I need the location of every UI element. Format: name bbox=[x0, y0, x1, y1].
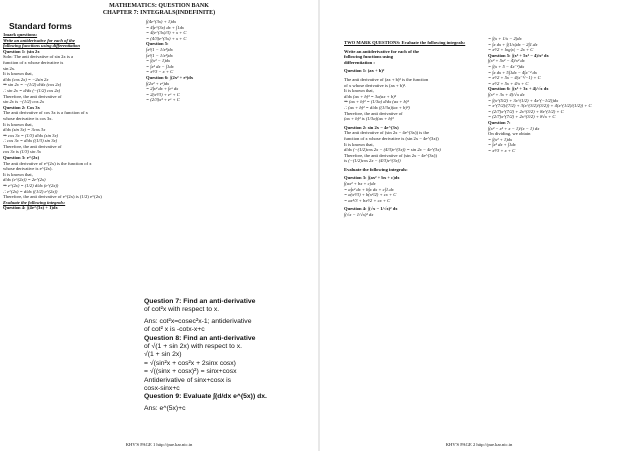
text-line: of x whose derivative is (ax + b)². bbox=[344, 82, 407, 88]
text-line: = 4∫e^(3x) dx + ∫1dx bbox=[146, 24, 184, 30]
text-line: ⇒ (ax + b)² = (1/3a) d/dx (ax + b)³ bbox=[344, 99, 409, 105]
text-line: Therefore, the anti derivative of (sin 2x − 4e^(3x)) bbox=[344, 152, 437, 158]
text-line: ⇒ cos 3x = (1/3) d/dx (sin 3x) bbox=[3, 132, 59, 138]
text-line: Question 7: bbox=[488, 119, 511, 125]
text-line: = 2∫x² dx + ∫eˣ dx bbox=[146, 86, 179, 92]
text-line: ∫(ax² + bx + c)dx bbox=[344, 181, 376, 187]
text-line: = ∫(x² − 1)dx bbox=[146, 58, 171, 64]
text-line: ∫(x³ + 3x + 4)/√x dx bbox=[488, 91, 525, 97]
text-line: = ∫(x + 1/x − 2)dx bbox=[488, 36, 522, 41]
text-line: ∴ (ax + b)² = d/dx ((1/3a)(ax + b)³) bbox=[344, 104, 410, 110]
text-line: = ∫x dx + 5∫1dx − 4∫x⁻² dx bbox=[488, 69, 537, 75]
text-line: Write an antiderivative for each of the bbox=[344, 48, 420, 54]
text-line: = √((sinx + cosx)²) = sinx+cosx bbox=[144, 368, 237, 376]
page1-column-2-large bbox=[144, 298, 316, 413]
text-line: Question 5: ∫(x³ + 5x² − 4)/x² dx bbox=[488, 52, 549, 58]
text-line: sin 2x is −(1/2) cos 2x bbox=[3, 99, 44, 105]
text-line: It is known that, bbox=[3, 71, 33, 77]
text-line: Evaluate the following integrals: bbox=[344, 166, 408, 172]
text-line: Question 6: ∫(2x² + eˣ)dx bbox=[146, 74, 194, 80]
text-line: = x³/3 + x + C bbox=[488, 147, 516, 153]
text-line: The anti derivative of e^(2x) is the function of x bbox=[3, 160, 92, 166]
page2-column-1 bbox=[344, 40, 486, 218]
text-line: The anti derivative of (sin 2x − 4e^(3x)) is the bbox=[344, 130, 429, 136]
text-line: Question 2: Cos 3x bbox=[3, 104, 40, 110]
text-line: = ∫(x + 5 − 4x⁻²)dx bbox=[488, 63, 525, 69]
page-footer: KHV'S PAGE 2 http://pue.kar.nic.in bbox=[445, 442, 513, 447]
text-line: = (2/3)x³ + eˣ + C bbox=[146, 97, 180, 103]
text-line: Question 8: Find an anti-derivative bbox=[144, 334, 256, 342]
text-line: Question 4: ∫(4e^(3x) + 1)dx bbox=[3, 205, 58, 211]
text-line: d/dx (sin 3x) = 3cos 3x bbox=[3, 127, 46, 133]
text-line: Question 3: ∫(ax² + bx + c)dx bbox=[344, 175, 400, 181]
text-line: 1mark questions: bbox=[3, 32, 38, 37]
text-line: Question 2: sin 2x − 4e^(3x) bbox=[344, 124, 399, 130]
text-line: d/dx (cos 2x) = −2sin 2x bbox=[3, 76, 49, 82]
text-line: ∫(x³ + 5x² − 4)/x² dx bbox=[488, 58, 525, 64]
text-line: = ax³/3 + bx²/2 + cx + C bbox=[344, 197, 391, 203]
text-line: Standard forms bbox=[9, 21, 72, 31]
text-line: of cot² x is -cotx-x+c bbox=[144, 326, 205, 334]
text-line: = ∫(x² + 1)dx bbox=[488, 136, 513, 142]
text-line: It is known that, bbox=[3, 121, 33, 127]
text-line: function of x whose derivative is bbox=[3, 59, 64, 65]
text-line: ∫x²(1 − 1/x²)dx bbox=[146, 46, 173, 52]
text-line: Therefore, the anti derivative of e^(2x) is (1/2) e^(2x) bbox=[3, 194, 102, 200]
page-header bbox=[0, 3, 318, 17]
text-line: Ans: e^(5x)+c bbox=[144, 404, 186, 412]
text-line: ∴ e^(2x) = d/dx ((1/2) e^(2x)) bbox=[3, 188, 58, 194]
text-line: Soln: The anti derivative of sin 2x is a bbox=[3, 54, 74, 60]
text-line: ∫(2x² + eˣ)dx bbox=[146, 80, 170, 86]
text-line: Question 1: (ax + b)² bbox=[344, 68, 385, 74]
text-line: Ans: cot²x=cosec²x-1; antiderivative bbox=[144, 317, 252, 325]
text-line: Question 6: ∫(x³ + 3x + 4)/√x dx bbox=[488, 86, 549, 92]
text-line: It is known that, bbox=[344, 88, 374, 94]
text-line: = a(x³/3) + b(x²/2) + cx + C bbox=[344, 192, 397, 198]
text-line: Evaluate the following integrals: bbox=[3, 199, 66, 205]
text-line: sin 2x. bbox=[3, 65, 16, 71]
text-line: following functions using bbox=[344, 54, 394, 60]
text-line: ⇒ e^(2x) = (1/2) d/dx (e^(2x)) bbox=[3, 183, 59, 189]
text-line: cos 3x is (1/3) sin 3x bbox=[3, 149, 41, 155]
text-line: = x³/3 − x + C bbox=[146, 69, 174, 75]
chapter-title: CHAPTER 7: INTEGRALS(INDEFINITE) bbox=[102, 10, 216, 16]
text-line: whose derivative is e^(2x). bbox=[3, 166, 53, 172]
text-line: = (2/7)x^(7/2) + 2x^(3/2) + 8x^(1/2) + C bbox=[488, 108, 564, 114]
text-line: ∫(x³ − x² + x − 1)/(x − 1) dx bbox=[488, 125, 540, 131]
text-line: Question 1: (sin 2x bbox=[3, 48, 40, 54]
page-2 bbox=[320, 0, 638, 451]
text-line: Therefore, the anti derivative of bbox=[3, 143, 62, 149]
page-1 bbox=[0, 0, 318, 451]
text-line: Write an antiderivative for each of the bbox=[3, 37, 75, 43]
text-line: = 4(e^(3x)/3) + x + C bbox=[146, 30, 187, 36]
text-line: = 2(x³/3) + eˣ + C bbox=[146, 91, 180, 97]
text-line: d/dx (−(1/2)cos 2x − (4/3)e^(3x)) = sin 2x − 4e^(3x) bbox=[344, 147, 441, 153]
text-line: (ax + b)² is (1/3a)(ax + b)³ bbox=[344, 116, 394, 122]
text-line: whose derivative is cos 3x. bbox=[3, 115, 53, 121]
text-line: is (−(1/2)cos 2x − (4/3)e^(3x)) bbox=[344, 158, 401, 164]
page1-column-1 bbox=[3, 19, 153, 211]
text-line: Therefore, the anti derivative of bbox=[3, 93, 62, 99]
text-line: d/dx (e^(2x)) = 2e^(2x) bbox=[3, 177, 46, 183]
text-line: = x^(7/2)/(7/2) + 3(x^(3/2)/(3/2)) + 4(x^(1/2)/(1/2)) + C bbox=[488, 103, 592, 109]
text-line: Question 5: bbox=[146, 41, 169, 47]
text-line: Antiderivative of sinx+cosx is bbox=[144, 376, 232, 384]
text-line: It is known that, bbox=[3, 171, 33, 177]
text-line: ∫(4e^(3x) + 1)dx bbox=[146, 19, 177, 24]
text-line: = a∫x² dx + b∫x dx + c∫1.dx bbox=[344, 186, 394, 192]
text-line: Therefore, the anti derivative of bbox=[344, 110, 403, 116]
text-line: ⇒ sin 2x = −(1/2) d/dx (cos 2x) bbox=[3, 82, 62, 88]
text-line: = x²/2 + log|x| − 2x + C bbox=[488, 47, 534, 53]
text-line: TWO MARK QUESTIONS: Evaluate the following integrals: bbox=[344, 40, 466, 45]
text-line: √(1 + sin 2x) bbox=[144, 351, 182, 359]
page-footer: KHV'S PAGE 1 http://pue.kar.nic.in bbox=[125, 442, 193, 447]
text-line: ∴ sin 2x = d/dx (−(1/2) cos 2x) bbox=[3, 87, 61, 93]
text-line: The anti derivative of cos 3x is a function of x bbox=[3, 110, 88, 116]
text-line: = (4/3)e^(3x) + x + C bbox=[146, 35, 187, 41]
text-line: ∫x²(1 − 1/x²)dx bbox=[146, 52, 173, 58]
text-line: ∫(√x − 1/√x)² dx bbox=[344, 212, 374, 218]
page2-column-2 bbox=[488, 36, 636, 153]
text-line: differentiation : bbox=[344, 59, 375, 65]
text-line: = x²/2 + 5x + 4/x + C bbox=[488, 80, 529, 86]
text-line: = x²/2 + 5x − 4(x⁻¹/−1) + C bbox=[488, 75, 541, 81]
text-line: Question 9: Evaluate ∫(d/dx e^(5x)) dx. bbox=[144, 393, 267, 401]
text-line: function of x whose derivative is (sin 2x − 4e^(3x)) bbox=[344, 135, 439, 141]
text-line: Question 7: Find an anti-derivative bbox=[144, 298, 256, 305]
text-line: The anti derivative of (ax + b)² is the function bbox=[344, 76, 429, 82]
text-line: It is known that, bbox=[344, 141, 374, 147]
text-line: On dividing, we obtain bbox=[488, 131, 531, 137]
document-title: MATHEMATICS: QUESTION BANK bbox=[109, 3, 209, 9]
text-line: = √(sin²x + cos²x + 2sinx cosx) bbox=[144, 359, 236, 367]
text-line: Question 4: ∫(√x − 1/√x)² dx bbox=[344, 206, 398, 212]
text-line: following functions using differentiation bbox=[3, 43, 80, 49]
text-line: ∴ cos 3x = d/dx ((1/3) sin 3x) bbox=[3, 138, 58, 144]
text-line: = ∫x dx + ∫(1/x)dx − 2∫1.dx bbox=[488, 41, 538, 47]
text-line: Question 3: e^(2x) bbox=[3, 155, 40, 161]
text-line: = ∫x² dx − ∫1dx bbox=[146, 63, 174, 69]
text-line: cosx-sinx+c bbox=[144, 385, 180, 393]
text-line: = (2/7)x^(7/2) + 2x^(3/2) + 8√x + C bbox=[488, 114, 556, 120]
text-line: = ∫(x^(5/2) + 3x^(1/2) + 4x^(−1/2))dx bbox=[488, 97, 559, 103]
text-line: of √(1 + sin 2x) with respect to x. bbox=[144, 343, 242, 351]
text-line: = ∫x² dx + ∫1dx bbox=[488, 142, 516, 148]
text-line: d/dx (ax + b)³ = 3a(ax + b)² bbox=[344, 93, 396, 99]
page1-column-2 bbox=[146, 19, 314, 103]
text-line: of cot²x with respect to x. bbox=[144, 306, 220, 314]
